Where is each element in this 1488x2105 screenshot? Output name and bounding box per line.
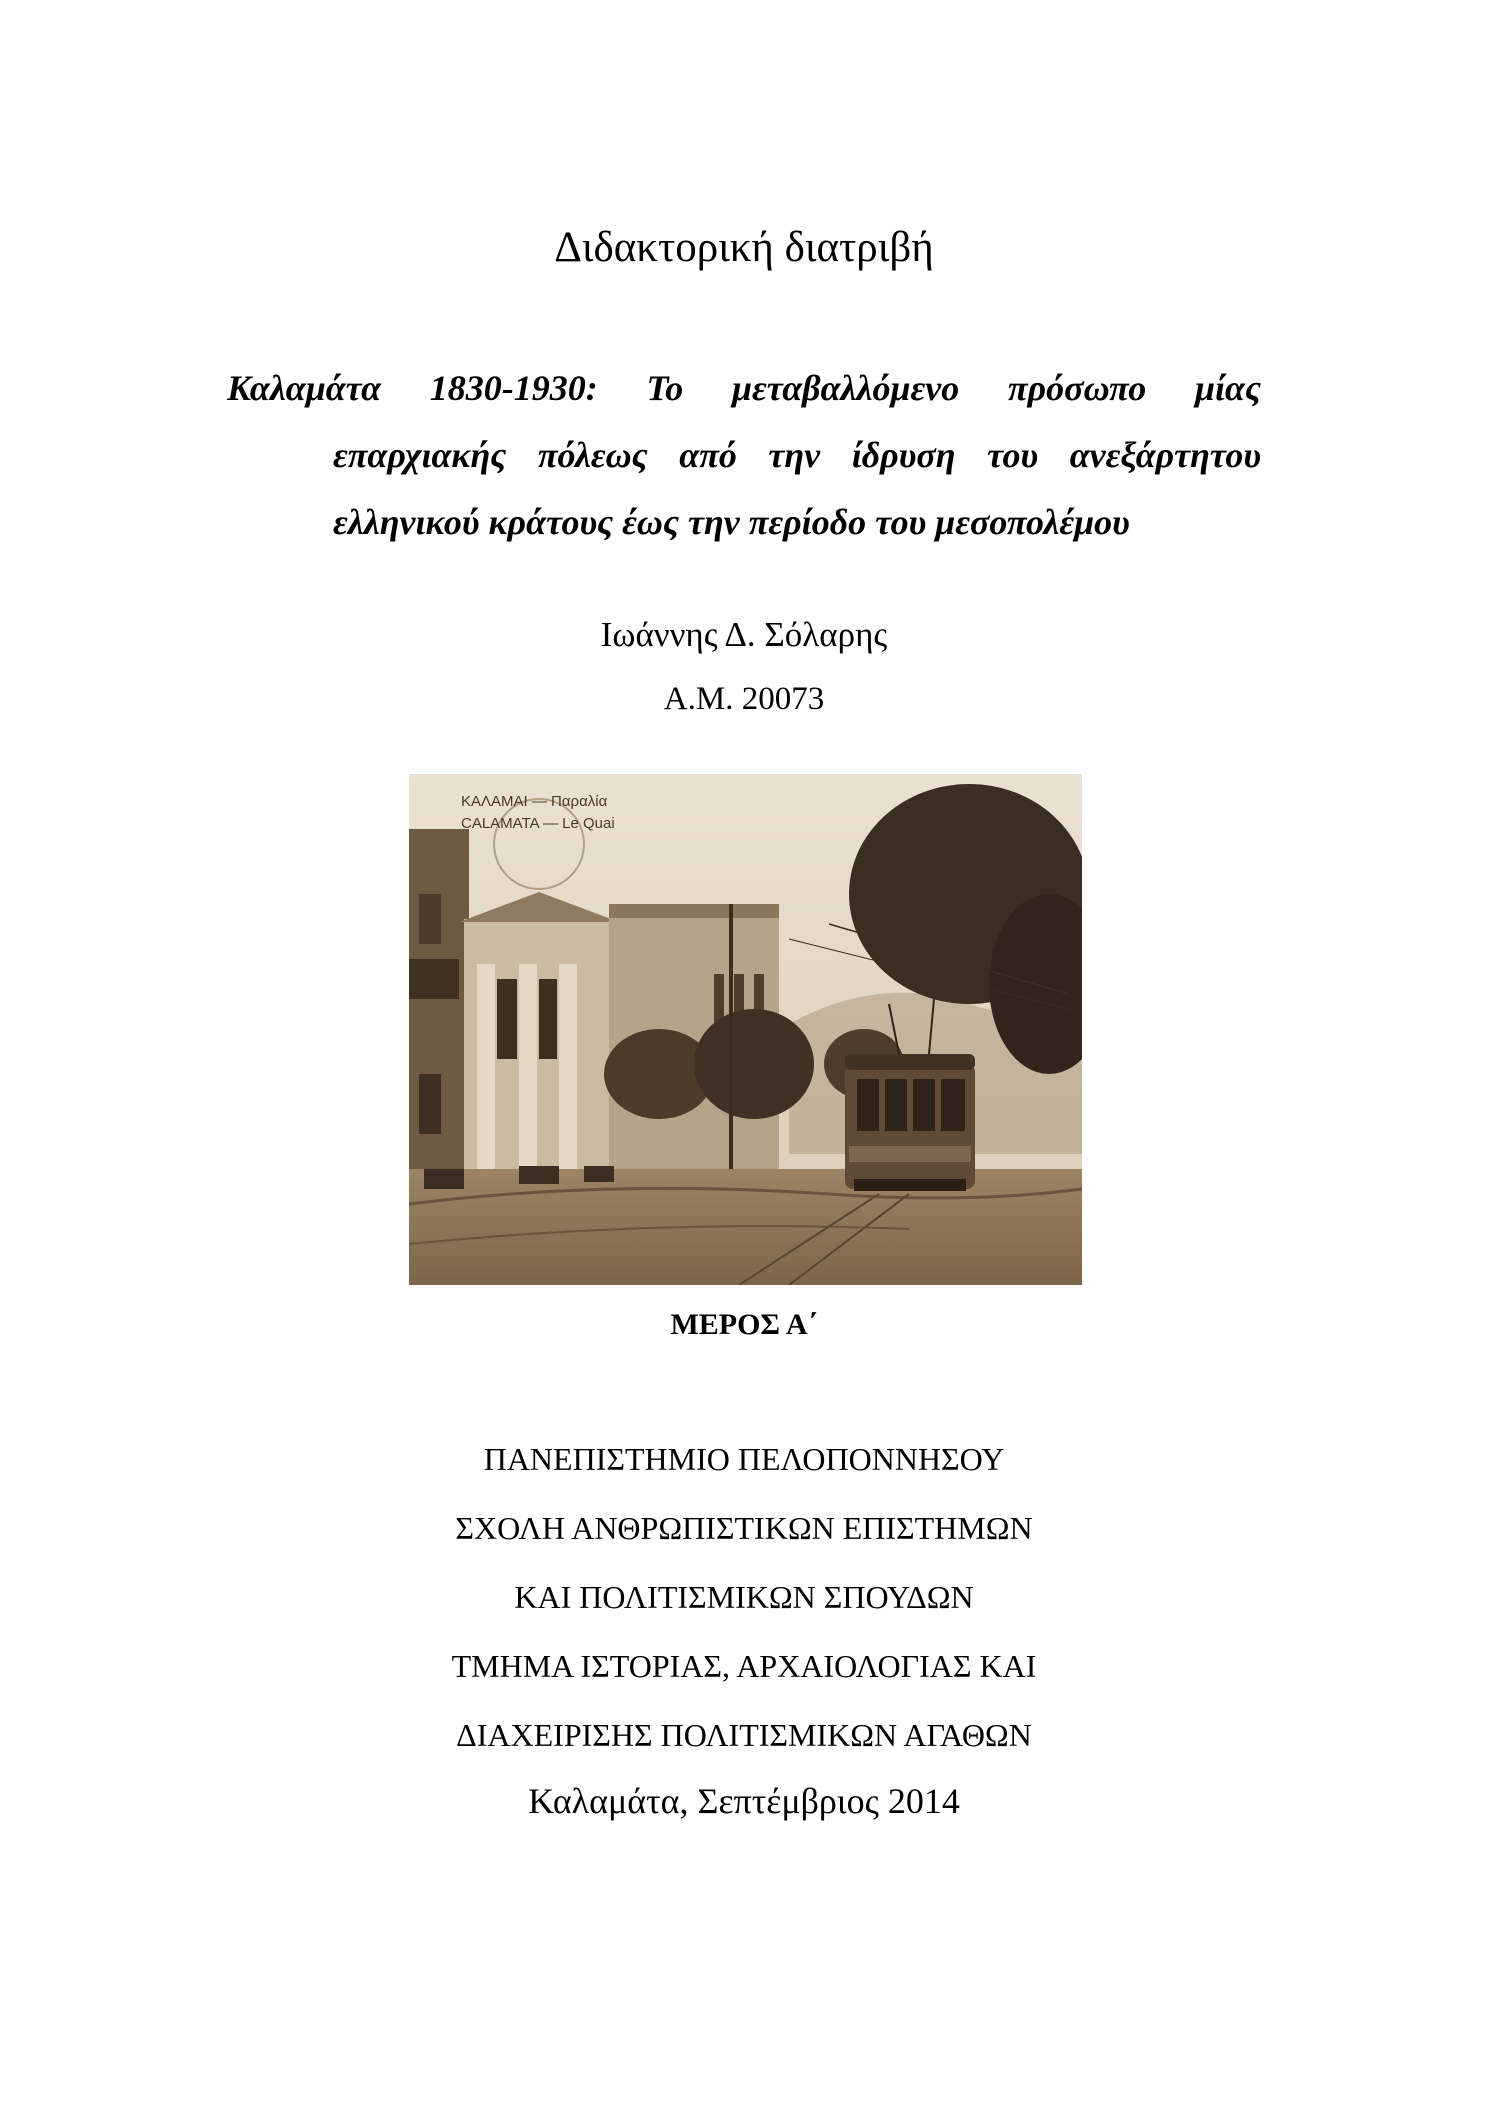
- institution-line: ΔΙΑΧΕΙΡΙΣΗΣ ΠΟΛΙΤΙΣΜΙΚΩΝ ΑΓΑΘΩΝ: [456, 1717, 1032, 1753]
- institution-line: ΠΑΝΕΠΙΣΤΗΜΙΟ ΠΕΛΟΠΟΝΝΗΣΟΥ: [483, 1441, 1005, 1477]
- institution-line: ΤΜΗΜΑ ΙΣΤΟΡΙΑΣ, ΑΡΧΑΙΟΛΟΓΙΑΣ ΚΑΙ: [451, 1648, 1037, 1684]
- institution-block: [0, 1425, 1488, 1770]
- thesis-title-line-1: Καλαμάτα 1830-1930: Το μεταβαλλόμενο πρόσωπο μίας: [227, 368, 1261, 408]
- student-id: Α.Μ. 20073: [663, 681, 825, 717]
- thesis-title-line-2: επαρχιακής πόλεως από την ίδρυση του ανεξάρτητου: [333, 435, 1261, 475]
- institution-line: ΚΑΙ ΠΟΛΙΤΙΣΜΙΚΩΝ ΣΠΟΥΔΩΝ: [514, 1579, 974, 1615]
- institution-line: ΣΧΟΛΗ ΑΝΘΡΩΠΙΣΤΙΚΩΝ ΕΠΙΣΤΗΜΩΝ: [455, 1510, 1033, 1546]
- part-label: ΜΕΡΟΣ Α΄: [670, 1308, 818, 1341]
- thesis-title-line-3: ελληνικού κράτους έως την περίοδο του μεσοπολέμου: [333, 502, 1130, 542]
- photo-caption-line-1: ΚΑΛΑΜΑΙ — Παραλία: [461, 793, 608, 810]
- author-name: Ιωάννης Δ. Σόλαρης: [600, 615, 888, 654]
- document-type: Διδακτορική διατριβή: [554, 224, 934, 271]
- thesis-title: [227, 355, 1261, 556]
- photo-caption-line-2: CALAMATA — Le Quai: [461, 815, 615, 832]
- place-and-date: Καλαμάτα, Σεπτέμβριος 2014: [528, 1781, 960, 1821]
- historic-postcard-photo: [409, 774, 1082, 1285]
